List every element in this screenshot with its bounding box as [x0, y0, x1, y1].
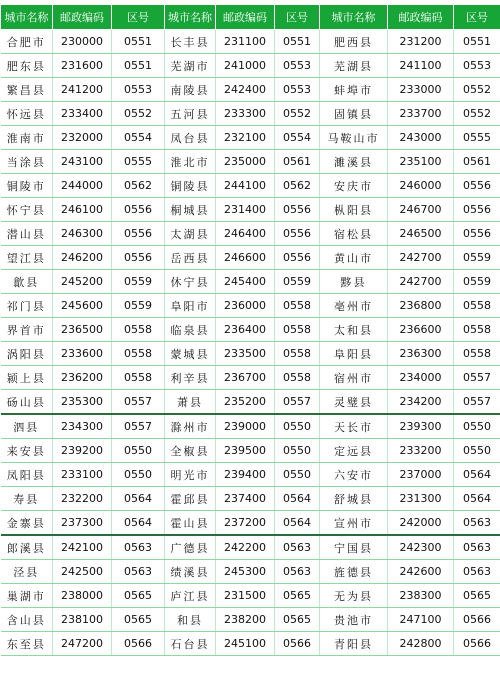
city-name-cell: 萧县	[165, 390, 216, 415]
area-code-cell: 0563	[112, 560, 165, 584]
area-code-cell: 0561	[454, 150, 500, 174]
postal-code-cell: 233700	[388, 102, 454, 126]
city-name-cell: 铜陵市	[1, 174, 53, 198]
city-name-cell: 无为县	[320, 584, 388, 608]
city-name-header-3: 城市名称	[320, 5, 388, 30]
area-code-cell: 0551	[454, 30, 500, 54]
area-code-cell: 0552	[454, 78, 500, 102]
area-code-cell: 0558	[454, 342, 500, 366]
postal-code-cell: 237400	[216, 487, 275, 511]
city-name-cell: 休宁县	[165, 270, 216, 294]
table-row	[1, 174, 500, 198]
city-name-cell: 桐城县	[165, 198, 216, 222]
city-name-cell: 蒙城县	[165, 342, 216, 366]
area-code-cell: 0564	[275, 487, 320, 511]
city-name-cell: 宣州市	[320, 511, 388, 536]
city-name-cell: 怀远县	[1, 102, 53, 126]
city-name-cell: 肥东县	[1, 54, 53, 78]
postal-code-cell: 233000	[388, 78, 454, 102]
area-code-cell: 0566	[454, 608, 500, 632]
area-code-cell: 0564	[454, 463, 500, 487]
area-code-cell: 0563	[454, 511, 500, 536]
area-code-cell: 0556	[275, 198, 320, 222]
city-name-cell: 定远县	[320, 439, 388, 463]
postal-code-cell: 231400	[216, 198, 275, 222]
postal-code-cell: 231100	[216, 30, 275, 54]
city-name-cell: 宿州市	[320, 366, 388, 390]
area-code-cell: 0554	[275, 126, 320, 150]
city-name-cell: 阜阳市	[165, 294, 216, 318]
city-name-cell: 凤台县	[165, 126, 216, 150]
area-code-cell: 0551	[112, 54, 165, 78]
postal-code-cell: 236800	[388, 294, 454, 318]
area-code-cell: 0557	[454, 366, 500, 390]
area-code-cell: 0552	[112, 102, 165, 126]
city-name-cell: 马鞍山市	[320, 126, 388, 150]
area-code-cell: 0556	[112, 246, 165, 270]
city-name-cell: 繁昌县	[1, 78, 53, 102]
area-code-cell: 0559	[112, 270, 165, 294]
city-name-cell: 来安县	[1, 439, 53, 463]
postal-code-cell: 237200	[216, 511, 275, 536]
postal-code-cell: 239000	[216, 414, 275, 439]
postal-code-cell: 236000	[216, 294, 275, 318]
city-name-cell: 祁门县	[1, 294, 53, 318]
area-code-cell: 0556	[454, 198, 500, 222]
postal-code-cell: 245100	[216, 632, 275, 656]
table-row	[1, 102, 500, 126]
postal-code-cell: 235200	[216, 390, 275, 415]
city-name-cell: 石台县	[165, 632, 216, 656]
area-code-cell: 0563	[112, 535, 165, 560]
area-code-cell: 0566	[454, 632, 500, 656]
postal-code-cell: 231200	[388, 30, 454, 54]
table-row	[1, 78, 500, 102]
city-name-cell: 潜山县	[1, 222, 53, 246]
area-code-cell: 0563	[454, 560, 500, 584]
city-name-cell: 太和县	[320, 318, 388, 342]
area-code-cell: 0564	[112, 511, 165, 536]
postal-code-cell: 235000	[216, 150, 275, 174]
area-code-cell: 0551	[112, 30, 165, 54]
city-name-cell: 宁国县	[320, 535, 388, 560]
postal-code-cell: 246300	[53, 222, 112, 246]
area-code-cell: 0564	[112, 487, 165, 511]
table-row	[1, 584, 500, 608]
postal-code-cell: 236700	[216, 366, 275, 390]
area-code-cell: 0557	[454, 390, 500, 415]
city-name-cell: 亳州市	[320, 294, 388, 318]
city-name-cell: 旌德县	[320, 560, 388, 584]
city-name-cell: 舒城县	[320, 487, 388, 511]
area-code-cell: 0553	[275, 78, 320, 102]
area-code-cell: 0557	[275, 390, 320, 415]
city-name-cell: 霍山县	[165, 511, 216, 536]
postal-code-cell: 234000	[388, 366, 454, 390]
area-code-cell: 0562	[275, 174, 320, 198]
area-code-cell: 0558	[112, 366, 165, 390]
postal-code-cell: 242500	[53, 560, 112, 584]
city-name-cell: 芜湖市	[165, 54, 216, 78]
city-name-cell: 当涂县	[1, 150, 53, 174]
postal-code-cell: 239400	[216, 463, 275, 487]
area-code-cell: 0556	[454, 174, 500, 198]
postal-code-cell: 246700	[388, 198, 454, 222]
city-name-cell: 涡阳县	[1, 342, 53, 366]
postal-code-cell: 233500	[216, 342, 275, 366]
postal-code-cell: 233200	[388, 439, 454, 463]
table-row	[1, 487, 500, 511]
postal-code-cell: 245600	[53, 294, 112, 318]
city-name-cell: 濉溪县	[320, 150, 388, 174]
city-name-header-2: 城市名称	[165, 5, 216, 30]
table-row	[1, 30, 500, 54]
postal-code-cell: 246400	[216, 222, 275, 246]
postal-code-cell: 245300	[216, 560, 275, 584]
postal-code-cell: 246100	[53, 198, 112, 222]
table-row	[1, 294, 500, 318]
city-name-cell: 巢湖市	[1, 584, 53, 608]
area-code-cell: 0552	[454, 102, 500, 126]
city-name-cell: 泾县	[1, 560, 53, 584]
postal-code-cell: 231600	[53, 54, 112, 78]
city-name-cell: 金寨县	[1, 511, 53, 536]
area-code-cell: 0552	[275, 102, 320, 126]
area-code-cell: 0565	[112, 584, 165, 608]
city-name-cell: 枞阳县	[320, 198, 388, 222]
postal-code-cell: 242700	[388, 270, 454, 294]
city-name-cell: 泗县	[1, 414, 53, 439]
postal-code-cell: 242200	[216, 535, 275, 560]
city-name-cell: 南陵县	[165, 78, 216, 102]
postal-code-cell: 233400	[53, 102, 112, 126]
header-row	[1, 5, 500, 30]
city-name-cell: 固镇县	[320, 102, 388, 126]
area-code-cell: 0559	[454, 270, 500, 294]
city-name-cell: 寿县	[1, 487, 53, 511]
postal-code-cell: 237300	[53, 511, 112, 536]
city-name-cell: 淮南市	[1, 126, 53, 150]
table-row	[1, 535, 500, 560]
postal-code-cell: 246500	[388, 222, 454, 246]
area-code-cell: 0556	[112, 198, 165, 222]
postal-code-cell: 233300	[216, 102, 275, 126]
table-row	[1, 390, 500, 415]
area-code-cell: 0557	[112, 414, 165, 439]
table-row	[1, 366, 500, 390]
table-row	[1, 318, 500, 342]
area-code-cell: 0554	[112, 126, 165, 150]
area-code-cell: 0558	[454, 294, 500, 318]
area-code-cell: 0556	[275, 222, 320, 246]
area-code-cell: 0558	[112, 318, 165, 342]
table-row	[1, 439, 500, 463]
postal-code-cell: 236400	[216, 318, 275, 342]
city-name-cell: 砀山县	[1, 390, 53, 415]
city-name-cell: 天长市	[320, 414, 388, 439]
table-row	[1, 126, 500, 150]
city-name-header-1: 城市名称	[1, 5, 53, 30]
area-code-cell: 0565	[454, 584, 500, 608]
table-row	[1, 414, 500, 439]
table-row	[1, 246, 500, 270]
postal-code-cell: 242600	[388, 560, 454, 584]
city-name-cell: 蚌埠市	[320, 78, 388, 102]
city-name-cell: 六安市	[320, 463, 388, 487]
area-code-cell: 0557	[112, 390, 165, 415]
postal-code-cell: 245400	[216, 270, 275, 294]
postal-code-cell: 238300	[388, 584, 454, 608]
postal-code-cell: 243100	[53, 150, 112, 174]
area-code-cell: 0563	[454, 535, 500, 560]
table-row	[1, 198, 500, 222]
city-name-cell: 歙县	[1, 270, 53, 294]
area-code-cell: 0553	[275, 54, 320, 78]
area-code-cell: 0556	[275, 246, 320, 270]
city-name-cell: 宿松县	[320, 222, 388, 246]
area-code-cell: 0555	[112, 150, 165, 174]
area-code-cell: 0565	[275, 584, 320, 608]
city-name-cell: 含山县	[1, 608, 53, 632]
city-name-cell: 颍上县	[1, 366, 53, 390]
table-row	[1, 222, 500, 246]
postal-code-cell: 243000	[388, 126, 454, 150]
city-name-cell: 望江县	[1, 246, 53, 270]
area-code-cell: 0555	[454, 126, 500, 150]
area-code-cell: 0553	[454, 54, 500, 78]
area-code-cell: 0565	[112, 608, 165, 632]
area-code-cell: 0562	[112, 174, 165, 198]
postal-code-cell: 246200	[53, 246, 112, 270]
postal-code-header-1: 邮政编码	[53, 5, 112, 30]
postal-code-cell: 233600	[53, 342, 112, 366]
city-name-cell: 全椒县	[165, 439, 216, 463]
postal-code-cell: 239200	[53, 439, 112, 463]
city-name-cell: 芜湖县	[320, 54, 388, 78]
area-code-header-2: 区号	[275, 5, 320, 30]
postal-code-cell: 247200	[53, 632, 112, 656]
postal-code-cell: 241000	[216, 54, 275, 78]
city-name-cell: 庐江县	[165, 584, 216, 608]
postal-code-cell: 230000	[53, 30, 112, 54]
postal-code-cell: 242700	[388, 246, 454, 270]
area-code-cell: 0550	[454, 414, 500, 439]
table-row	[1, 632, 500, 656]
area-code-cell: 0566	[112, 632, 165, 656]
city-name-cell: 安庆市	[320, 174, 388, 198]
postal-code-cell: 234300	[53, 414, 112, 439]
table-row	[1, 150, 500, 174]
city-name-cell: 滁州市	[165, 414, 216, 439]
area-code-cell: 0559	[454, 246, 500, 270]
area-code-cell: 0559	[275, 270, 320, 294]
postal-code-cell: 236500	[53, 318, 112, 342]
area-code-cell: 0566	[275, 632, 320, 656]
table-row	[1, 54, 500, 78]
postal-code-cell: 247100	[388, 608, 454, 632]
city-name-cell: 明光市	[165, 463, 216, 487]
postal-code-cell: 236200	[53, 366, 112, 390]
city-name-cell: 合肥市	[1, 30, 53, 54]
postal-code-cell: 231500	[216, 584, 275, 608]
city-name-cell: 凤阳县	[1, 463, 53, 487]
area-code-cell: 0564	[454, 487, 500, 511]
postal-code-cell: 236600	[388, 318, 454, 342]
city-name-cell: 黟县	[320, 270, 388, 294]
area-code-cell: 0559	[112, 294, 165, 318]
table-row	[1, 511, 500, 536]
postal-code-cell: 239500	[216, 439, 275, 463]
postal-code-cell: 242300	[388, 535, 454, 560]
postal-code-cell: 232000	[53, 126, 112, 150]
postal-code-header-2: 邮政编码	[216, 5, 275, 30]
area-code-cell: 0553	[112, 78, 165, 102]
area-code-cell: 0550	[112, 463, 165, 487]
area-code-cell: 0564	[275, 511, 320, 536]
postal-code-cell: 241100	[388, 54, 454, 78]
table-row	[1, 342, 500, 366]
city-name-cell: 临泉县	[165, 318, 216, 342]
area-code-cell: 0563	[275, 535, 320, 560]
city-name-cell: 淮北市	[165, 150, 216, 174]
postal-code-cell: 242000	[388, 511, 454, 536]
city-name-cell: 利辛县	[165, 366, 216, 390]
postal-code-cell: 237000	[388, 463, 454, 487]
area-code-cell: 0551	[275, 30, 320, 54]
city-name-cell: 灵璧县	[320, 390, 388, 415]
area-code-cell: 0565	[275, 608, 320, 632]
area-code-cell: 0550	[275, 414, 320, 439]
postal-code-cell: 242800	[388, 632, 454, 656]
postal-code-cell: 244000	[53, 174, 112, 198]
postal-code-cell: 232200	[53, 487, 112, 511]
area-code-cell: 0550	[275, 439, 320, 463]
area-code-cell: 0563	[275, 560, 320, 584]
city-name-cell: 郎溪县	[1, 535, 53, 560]
postal-code-cell: 245200	[53, 270, 112, 294]
postal-code-cell: 231300	[388, 487, 454, 511]
postal-code-cell: 232100	[216, 126, 275, 150]
area-code-cell: 0550	[112, 439, 165, 463]
postal-code-cell: 242400	[216, 78, 275, 102]
postal-code-cell: 246600	[216, 246, 275, 270]
city-name-cell: 岳西县	[165, 246, 216, 270]
city-name-cell: 肥西县	[320, 30, 388, 54]
city-name-cell: 太湖县	[165, 222, 216, 246]
postal-code-cell: 242100	[53, 535, 112, 560]
postal-code-cell: 238200	[216, 608, 275, 632]
city-name-cell: 广德县	[165, 535, 216, 560]
city-name-cell: 界首市	[1, 318, 53, 342]
postal-code-cell: 235100	[388, 150, 454, 174]
city-name-cell: 长丰县	[165, 30, 216, 54]
postal-code-cell: 239300	[388, 414, 454, 439]
postal-code-cell: 238100	[53, 608, 112, 632]
area-code-cell: 0558	[454, 318, 500, 342]
postal-code-cell: 238000	[53, 584, 112, 608]
postal-code-cell: 234200	[388, 390, 454, 415]
area-code-cell: 0558	[112, 342, 165, 366]
area-code-header-1: 区号	[112, 5, 165, 30]
table-row	[1, 608, 500, 632]
postal-code-cell: 235300	[53, 390, 112, 415]
table-row	[1, 560, 500, 584]
city-name-cell: 和县	[165, 608, 216, 632]
area-code-cell: 0556	[454, 222, 500, 246]
city-name-cell: 东至县	[1, 632, 53, 656]
area-code-cell: 0550	[454, 439, 500, 463]
area-code-cell: 0558	[275, 318, 320, 342]
city-name-cell: 绩溪县	[165, 560, 216, 584]
area-code-cell: 0558	[275, 366, 320, 390]
city-name-cell: 贵池市	[320, 608, 388, 632]
city-name-cell: 黄山市	[320, 246, 388, 270]
postal-code-cell: 244100	[216, 174, 275, 198]
city-name-cell: 青阳县	[320, 632, 388, 656]
area-code-cell: 0556	[112, 222, 165, 246]
city-name-cell: 霍邱县	[165, 487, 216, 511]
table-body	[1, 30, 500, 656]
postal-code-cell: 236300	[388, 342, 454, 366]
postal-code-cell: 233100	[53, 463, 112, 487]
table-row	[1, 270, 500, 294]
area-code-header-3: 区号	[454, 5, 500, 30]
city-name-cell: 铜陵县	[165, 174, 216, 198]
area-code-cell: 0558	[275, 342, 320, 366]
postal-code-cell: 246000	[388, 174, 454, 198]
city-name-cell: 怀宁县	[1, 198, 53, 222]
area-code-cell: 0550	[275, 463, 320, 487]
postal-code-table	[0, 4, 500, 656]
city-name-cell: 五河县	[165, 102, 216, 126]
postal-code-header-3: 邮政编码	[388, 5, 454, 30]
postal-code-cell: 241200	[53, 78, 112, 102]
area-code-cell: 0558	[275, 294, 320, 318]
city-name-cell: 阜阳县	[320, 342, 388, 366]
area-code-cell: 0561	[275, 150, 320, 174]
table-row	[1, 463, 500, 487]
